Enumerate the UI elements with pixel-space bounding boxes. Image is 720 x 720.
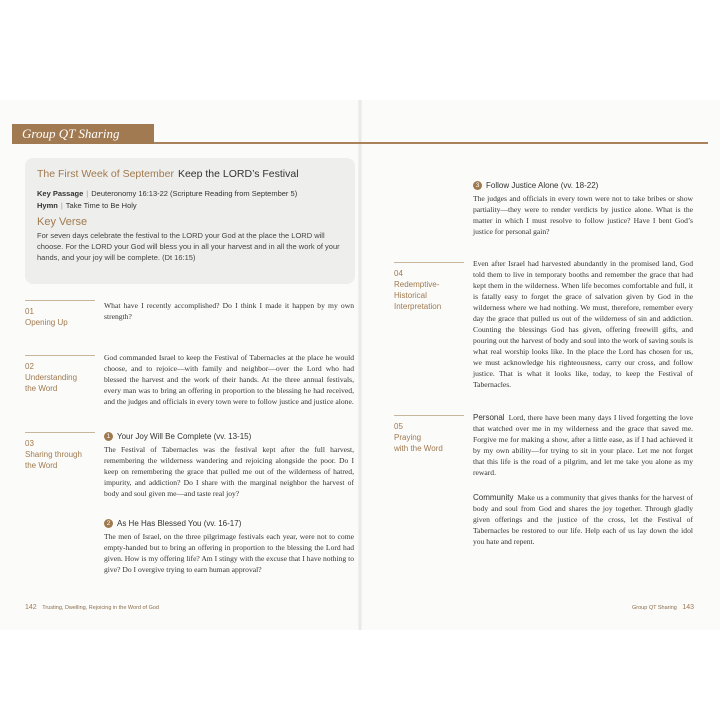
section-rule [25,355,95,356]
week-theme: Keep the LORD’s Festival [177,168,299,180]
sharing-block-1 [104,431,354,499]
question-3-number: 3 [473,181,482,190]
bottom-margin [0,630,720,720]
week-title: The First Week of September [37,168,174,180]
section-title-line2: the Word [25,461,58,470]
question-2-title: As He Has Blessed You (vv. 16-17) [117,519,242,528]
question-1-text: The Festival of Tabernacles was the festival kept after the full harvest, remembering the wilderness wandering and rejoicing alongside the poor. Do I keep on remembering the grace that pulled me out of the wilderness of hatred, impurity, and addiction? Do I share with the marginal neighbor the harvest of body and soul given me—and taste real joy? [104,445,354,498]
section-number: 04 [394,269,403,278]
sharing-block-3 [473,180,693,237]
redemptive-text: Even after Israel had harvested abundantly in the promised land, God told them to live in temporary booths and remember the grace that had kept them in the wilderness. When life becomes comfortable and full, it is fatally easy to forget the grace of salvation given by God in the wilderness where we had nothing. We must, therefore, remember every day the grace that pulled us out of the wilderness of sin and addiction. Counting the blessings God has given, offering freewill gifts, and pouring out the harvest of body and soul into the work of saving souls is what real worship looks like. In the place the Lord has chosen for us, we must acknowledge his righteousness, carry our cross, and follow justice. That is what it looks like, today, to keep the Festival of Tabernacles. [473,259,693,389]
hymn [37,201,343,210]
section-number: 03 [25,439,34,448]
section-title-line2: Historical [394,291,427,300]
hymn-label: Hymn [37,201,58,210]
section-04-label [394,268,441,312]
week-line [37,168,343,180]
personal-label: Personal [473,413,505,422]
question-3-title: Follow Justice Alone (vv. 18-22) [486,181,599,190]
book-gutter [358,100,362,630]
section-03-label [25,438,82,471]
personal-prayer [473,412,693,478]
section-title-line1: Redemptive- [394,280,440,289]
question-1-number: 1 [104,432,113,441]
separator: | [86,189,89,198]
question-1-heading [104,431,354,442]
section-05-label [394,421,443,454]
community-label: Community [473,493,514,502]
section-number: 02 [25,362,34,371]
opening-up-text: What have I recently accomplished? Do I think I made it happen by my own strength? [104,301,354,321]
separator: | [60,201,63,210]
section-title-line1: Praying [394,433,422,442]
community-prayer [473,492,693,547]
question-3-text: The judges and officials in every town were not to take bribes or show partiality—they were to render verdicts by justice alone. What is the matter in which I must resolve to follow justice? Have I bent God’s justice for personal gain? [473,194,693,236]
section-rule [394,415,464,416]
key-passage [37,189,343,198]
section-rule [25,300,95,301]
header-tab: Group QT Sharing [12,124,154,144]
top-margin [0,0,720,100]
question-2-number: 2 [104,519,113,528]
understanding-text: God commanded Israel to keep the Festival of Tabernacles at the place he would choose, and to rejoice—with family and neighbor—over the Lord who had blessed the harvest and the work of their hands. At the three annual festivals, every man was to bring an offering in proportion to the blessing he had received, and the judges and officials in every town were to follow justice and justice alone. [104,353,354,406]
section-number: 05 [394,422,403,431]
info-box [25,158,355,284]
section-title-line2: with the Word [394,444,443,453]
section-number: 01 [25,307,34,316]
community-text: Make us a community that gives thanks for the harvest of body and soul from God and shares the joy together. Through gladly given offerings and the justice of the cross, let the Festival of Tabernacles be restored to our life. Help each of us lay down the idol you hate and repent. [473,493,693,546]
question-3-heading [473,180,693,191]
question-2-text: The men of Israel, on the three pilgrimage festivals each year, were not to come empty-handed but to bring an offering in proportion to the blessing the Lord had given. How is my offering life? Am I stingy with the excuse that I have nothing to give? Do I overgive trying to earn human approval? [104,532,354,574]
section-02-label [25,361,77,394]
hymn-value: Take Time to Be Holy [65,201,137,210]
personal-text: Lord, there have been many days I lived forgetting the love that watched over me in my wilderness and the grace that saved me. Forgive me for making a show, after a little ease, as if I had achieved it by my own ability—for trying to sit in your place. Let me not forget that this life is the road of a pilgrim, and let me take you alone as my reward. [473,413,693,477]
section-01-label [25,306,68,328]
left-footer-title: Trusting, Dwelling, Rejoicing in the Word of God [42,605,159,611]
section-title-line2: the Word [25,384,58,393]
question-2-heading [104,518,354,529]
sharing-block-2 [104,518,354,575]
section-title: Opening Up [25,318,68,327]
right-footer [632,604,694,611]
section-title-line3: Interpretation [394,302,442,311]
section-title-line1: Sharing through [25,450,82,459]
section-rule [394,262,464,263]
right-page-number: 143 [682,604,695,611]
left-page-number: 142 [25,604,37,611]
key-passage-value: Deuteronomy 16:13-22 (Scripture Reading from September 5) [91,189,298,198]
left-footer [25,604,159,611]
right-footer-title: Group QT Sharing [632,605,677,611]
section-title-line1: Understanding [25,373,78,382]
key-passage-label: Key Passage [37,189,84,198]
key-verse-text: For seven days celebrate the festival to the LORD your God at the place the LORD will choose. For the LORD your God will bless you in all your harvest and in all the work of your hands, and your joy will be complete. (Dt 16:15) [37,231,340,262]
key-verse-title: Key Verse [37,216,88,228]
question-1-title: Your Joy Will Be Complete (vv. 13-15) [117,432,252,441]
section-rule [25,432,95,433]
